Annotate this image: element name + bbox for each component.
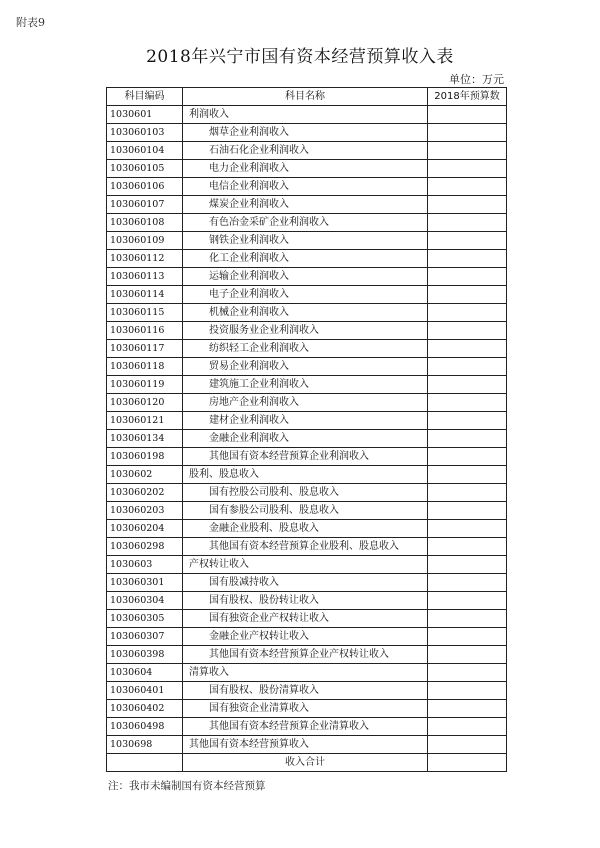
table-row — [107, 610, 507, 628]
row-name: 电子企业利润收入 — [183, 286, 428, 304]
row-code: 103060118 — [107, 358, 183, 376]
row-budget-value — [428, 538, 507, 556]
total-value — [428, 754, 507, 772]
footnote: 注：我市未编制国有资本经营预算 — [108, 780, 266, 792]
table-row — [107, 286, 507, 304]
table-row — [107, 484, 507, 502]
total-code-cell — [107, 754, 183, 772]
row-name: 石油石化企业利润收入 — [183, 142, 428, 160]
row-code: 1030604 — [107, 664, 183, 682]
total-label: 收入合计 — [183, 754, 428, 772]
row-code: 103060119 — [107, 376, 183, 394]
row-code: 103060202 — [107, 484, 183, 502]
row-budget-value — [428, 628, 507, 646]
table-row — [107, 124, 507, 142]
row-budget-value — [428, 664, 507, 682]
row-name: 金融企业利润收入 — [183, 430, 428, 448]
row-budget-value — [428, 232, 507, 250]
row-code: 103060117 — [107, 340, 183, 358]
row-name: 其他国有资本经营预算企业产权转让收入 — [183, 646, 428, 664]
row-code: 1030602 — [107, 466, 183, 484]
page-title: 2018年兴宁市国有资本经营预算收入表 — [146, 47, 454, 67]
row-code: 103060498 — [107, 718, 183, 736]
row-name: 清算收入 — [183, 664, 428, 682]
row-code: 103060121 — [107, 412, 183, 430]
row-budget-value — [428, 736, 507, 754]
table-row — [107, 502, 507, 520]
row-name: 烟草企业利润收入 — [183, 124, 428, 142]
table-row — [107, 556, 507, 574]
table-row — [107, 214, 507, 232]
row-code: 103060402 — [107, 700, 183, 718]
row-name: 其他国有资本经营预算收入 — [183, 736, 428, 754]
table-row — [107, 322, 507, 340]
row-name: 产权转让收入 — [183, 556, 428, 574]
row-budget-value — [428, 502, 507, 520]
row-code: 103060113 — [107, 268, 183, 286]
row-name: 电力企业利润收入 — [183, 160, 428, 178]
table-row — [107, 628, 507, 646]
row-budget-value — [428, 610, 507, 628]
row-name: 其他国有资本经营预算企业股利、股息收入 — [183, 538, 428, 556]
row-budget-value — [428, 358, 507, 376]
row-name: 机械企业利润收入 — [183, 304, 428, 322]
row-code: 103060103 — [107, 124, 183, 142]
row-budget-value — [428, 430, 507, 448]
table-row — [107, 700, 507, 718]
row-code: 103060198 — [107, 448, 183, 466]
row-name: 国有独资企业产权转让收入 — [183, 610, 428, 628]
header-code: 科目编码 — [107, 88, 183, 106]
row-budget-value — [428, 106, 507, 124]
row-budget-value — [428, 160, 507, 178]
row-code: 103060115 — [107, 304, 183, 322]
row-name: 其他国有资本经营预算企业利润收入 — [183, 448, 428, 466]
row-name: 国有参股公司股利、股息收入 — [183, 502, 428, 520]
row-name: 利润收入 — [183, 106, 428, 124]
table-row — [107, 358, 507, 376]
row-budget-value — [428, 376, 507, 394]
row-code: 103060203 — [107, 502, 183, 520]
table-row — [107, 592, 507, 610]
row-code: 103060104 — [107, 142, 183, 160]
row-budget-value — [428, 340, 507, 358]
table-row — [107, 178, 507, 196]
table-row — [107, 682, 507, 700]
table-row — [107, 394, 507, 412]
row-budget-value — [428, 322, 507, 340]
row-name: 房地产企业利润收入 — [183, 394, 428, 412]
row-budget-value — [428, 304, 507, 322]
row-name: 电信企业利润收入 — [183, 178, 428, 196]
row-code: 103060301 — [107, 574, 183, 592]
row-code: 103060304 — [107, 592, 183, 610]
table-body — [107, 106, 507, 754]
row-budget-value — [428, 214, 507, 232]
row-code: 1030601 — [107, 106, 183, 124]
row-budget-value — [428, 142, 507, 160]
row-name: 股利、股息收入 — [183, 466, 428, 484]
table-row — [107, 196, 507, 214]
row-code: 103060116 — [107, 322, 183, 340]
row-budget-value — [428, 574, 507, 592]
table-row — [107, 412, 507, 430]
table-row — [107, 520, 507, 538]
table-row — [107, 376, 507, 394]
row-budget-value — [428, 178, 507, 196]
row-name: 纺织轻工企业利润收入 — [183, 340, 428, 358]
row-budget-value — [428, 412, 507, 430]
row-budget-value — [428, 466, 507, 484]
row-code: 1030698 — [107, 736, 183, 754]
row-code: 103060109 — [107, 232, 183, 250]
row-code: 103060204 — [107, 520, 183, 538]
row-code: 103060401 — [107, 682, 183, 700]
header-name: 科目名称 — [183, 88, 428, 106]
row-budget-value — [428, 484, 507, 502]
row-code: 103060114 — [107, 286, 183, 304]
row-name: 国有独资企业清算收入 — [183, 700, 428, 718]
table-row — [107, 718, 507, 736]
table-row — [107, 430, 507, 448]
row-budget-value — [428, 268, 507, 286]
row-name: 运输企业利润收入 — [183, 268, 428, 286]
row-budget-value — [428, 286, 507, 304]
row-budget-value — [428, 718, 507, 736]
unit-label: 单位：万元 — [449, 73, 504, 86]
table-row — [107, 160, 507, 178]
table-row — [107, 538, 507, 556]
table-row — [107, 574, 507, 592]
row-code: 103060112 — [107, 250, 183, 268]
row-budget-value — [428, 448, 507, 466]
row-name: 国有股权、股份清算收入 — [183, 682, 428, 700]
row-name: 国有控股公司股利、股息收入 — [183, 484, 428, 502]
row-budget-value — [428, 196, 507, 214]
row-name: 钢铁企业利润收入 — [183, 232, 428, 250]
table-header-row — [107, 88, 507, 106]
table-row — [107, 106, 507, 124]
row-budget-value — [428, 520, 507, 538]
header-budget: 2018年预算数 — [428, 88, 507, 106]
row-name: 化工企业利润收入 — [183, 250, 428, 268]
row-code: 103060108 — [107, 214, 183, 232]
budget-table — [106, 87, 507, 772]
table-row — [107, 736, 507, 754]
row-name: 有色冶金采矿企业利润收入 — [183, 214, 428, 232]
total-row — [107, 754, 507, 772]
table-row — [107, 268, 507, 286]
row-code: 103060305 — [107, 610, 183, 628]
table-row — [107, 448, 507, 466]
row-code: 103060105 — [107, 160, 183, 178]
row-name: 煤炭企业利润收入 — [183, 196, 428, 214]
row-budget-value — [428, 682, 507, 700]
row-name: 其他国有资本经营预算企业清算收入 — [183, 718, 428, 736]
row-budget-value — [428, 124, 507, 142]
table-row — [107, 232, 507, 250]
table-row — [107, 340, 507, 358]
row-budget-value — [428, 646, 507, 664]
row-name: 建筑施工企业利润收入 — [183, 376, 428, 394]
row-code: 103060298 — [107, 538, 183, 556]
row-code: 103060398 — [107, 646, 183, 664]
table-row — [107, 250, 507, 268]
row-code: 103060134 — [107, 430, 183, 448]
table-row — [107, 142, 507, 160]
row-budget-value — [428, 556, 507, 574]
row-budget-value — [428, 250, 507, 268]
table-row — [107, 466, 507, 484]
row-name: 金融企业产权转让收入 — [183, 628, 428, 646]
table-row — [107, 646, 507, 664]
attachment-label: 附表9 — [16, 16, 45, 29]
row-code: 103060106 — [107, 178, 183, 196]
row-code: 103060307 — [107, 628, 183, 646]
table-row — [107, 304, 507, 322]
row-budget-value — [428, 394, 507, 412]
row-budget-value — [428, 700, 507, 718]
row-name: 国有股权、股份转让收入 — [183, 592, 428, 610]
row-code: 103060107 — [107, 196, 183, 214]
row-name: 建材企业利润收入 — [183, 412, 428, 430]
row-name: 投资服务业企业利润收入 — [183, 322, 428, 340]
row-name: 国有股减持收入 — [183, 574, 428, 592]
row-code: 1030603 — [107, 556, 183, 574]
row-budget-value — [428, 592, 507, 610]
row-name: 贸易企业利润收入 — [183, 358, 428, 376]
row-name: 金融企业股利、股息收入 — [183, 520, 428, 538]
table-row — [107, 664, 507, 682]
row-code: 103060120 — [107, 394, 183, 412]
